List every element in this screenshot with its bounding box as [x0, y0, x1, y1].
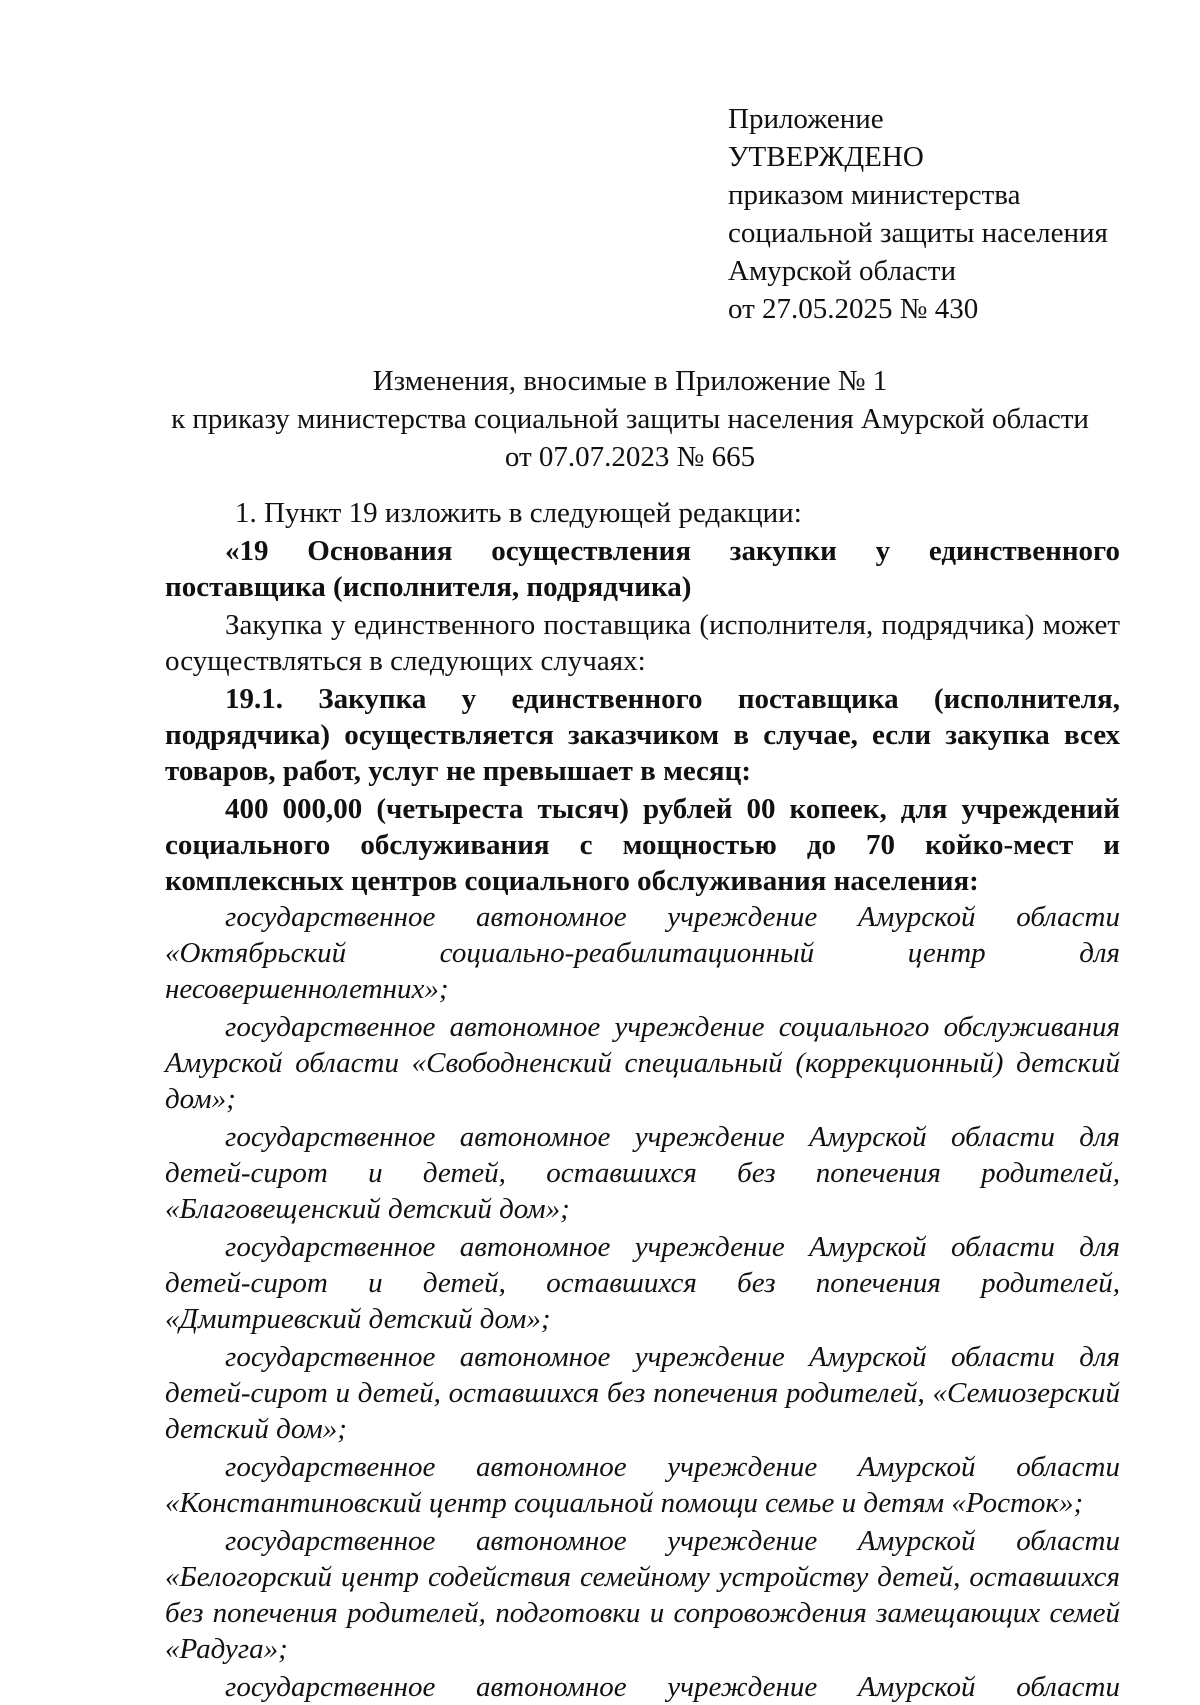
- institution-item: государственное автономное учреждение Амурской области для детей-сирот и детей, оставшихся без попечения родителей, «Семиозерский детский дом»;: [165, 1341, 1120, 1445]
- institution-item: государственное автономное учреждение Амурской области «Октябрьский социально-реабилитационный центр для несовершеннолетних»;: [165, 901, 1120, 1005]
- approval-approved-label: УТВЕРЖДЕНО: [728, 141, 924, 173]
- document-title: [150, 362, 1110, 476]
- approval-block: [728, 100, 1168, 328]
- institution-item: государственное автономное учреждение Амурской области для детей-сирот и детей, оставшихся без попечения родителей, «Дмитриевский детский дом»;: [165, 1231, 1120, 1335]
- institution-item: государственное автономное учреждение социального обслуживания Амурской области «Свободненский специальный (коррекционный) детский дом»;: [165, 1011, 1120, 1115]
- approval-date-number: от 27.05.2025 № 430: [728, 293, 979, 325]
- institution-item: государственное автономное учреждение Амурской области «Белогорский центр содействия семейному устройству детей, оставшихся без попечения родителей, подготовки и сопровождения замещающих семей «Радуга»;: [165, 1525, 1120, 1665]
- approval-appendix-label: Приложение: [728, 103, 884, 135]
- amount-paragraph: 400 000,00 (четыреста тысяч) рублей 00 копеек, для учреждений социального обслуживания с мощностью до 70 койко-мест и комплексных центров социального обслуживания населения:: [165, 793, 1120, 897]
- intro-paragraph: Закупка у единственного поставщика (исполнителя, подрядчика) может осуществляться в следующих случаях:: [165, 609, 1120, 677]
- title-line-3: от 07.07.2023 № 665: [504, 441, 756, 473]
- approval-region-line: Амурской области: [728, 255, 956, 287]
- institution-item: государственное автономное учреждение Амурской области: [225, 1671, 1120, 1703]
- section-19-heading: «19 Основания осуществления закупки у единственного поставщика (исполнителя, подрядчика): [165, 535, 1120, 603]
- title-line-2: к приказу министерства социальной защиты населения Амурской области: [171, 403, 1089, 435]
- clause-19-1-paragraph: 19.1. Закупка у единственного поставщика (исполнителя, подрядчика) осуществляется заказчиком в случае, если закупка всех товаров, работ, услуг не превышает в месяц:: [165, 683, 1120, 787]
- approval-ministry-line: социальной защиты населения: [728, 217, 1108, 249]
- title-line-1: Изменения, вносимые в Приложение № 1: [372, 365, 888, 397]
- approval-order-line: приказом министерства: [728, 179, 1021, 211]
- document-body: [165, 495, 1120, 1705]
- institution-item: государственное автономное учреждение Амурской области для детей-сирот и детей, оставшихся без попечения родителей, «Благовещенский детский дом»;: [165, 1121, 1120, 1225]
- item-1-paragraph: 1. Пункт 19 изложить в следующей редакции:: [235, 497, 802, 529]
- institution-item: государственное автономное учреждение Амурской области «Константиновский центр социальной помощи семье и детям «Росток»;: [165, 1451, 1120, 1519]
